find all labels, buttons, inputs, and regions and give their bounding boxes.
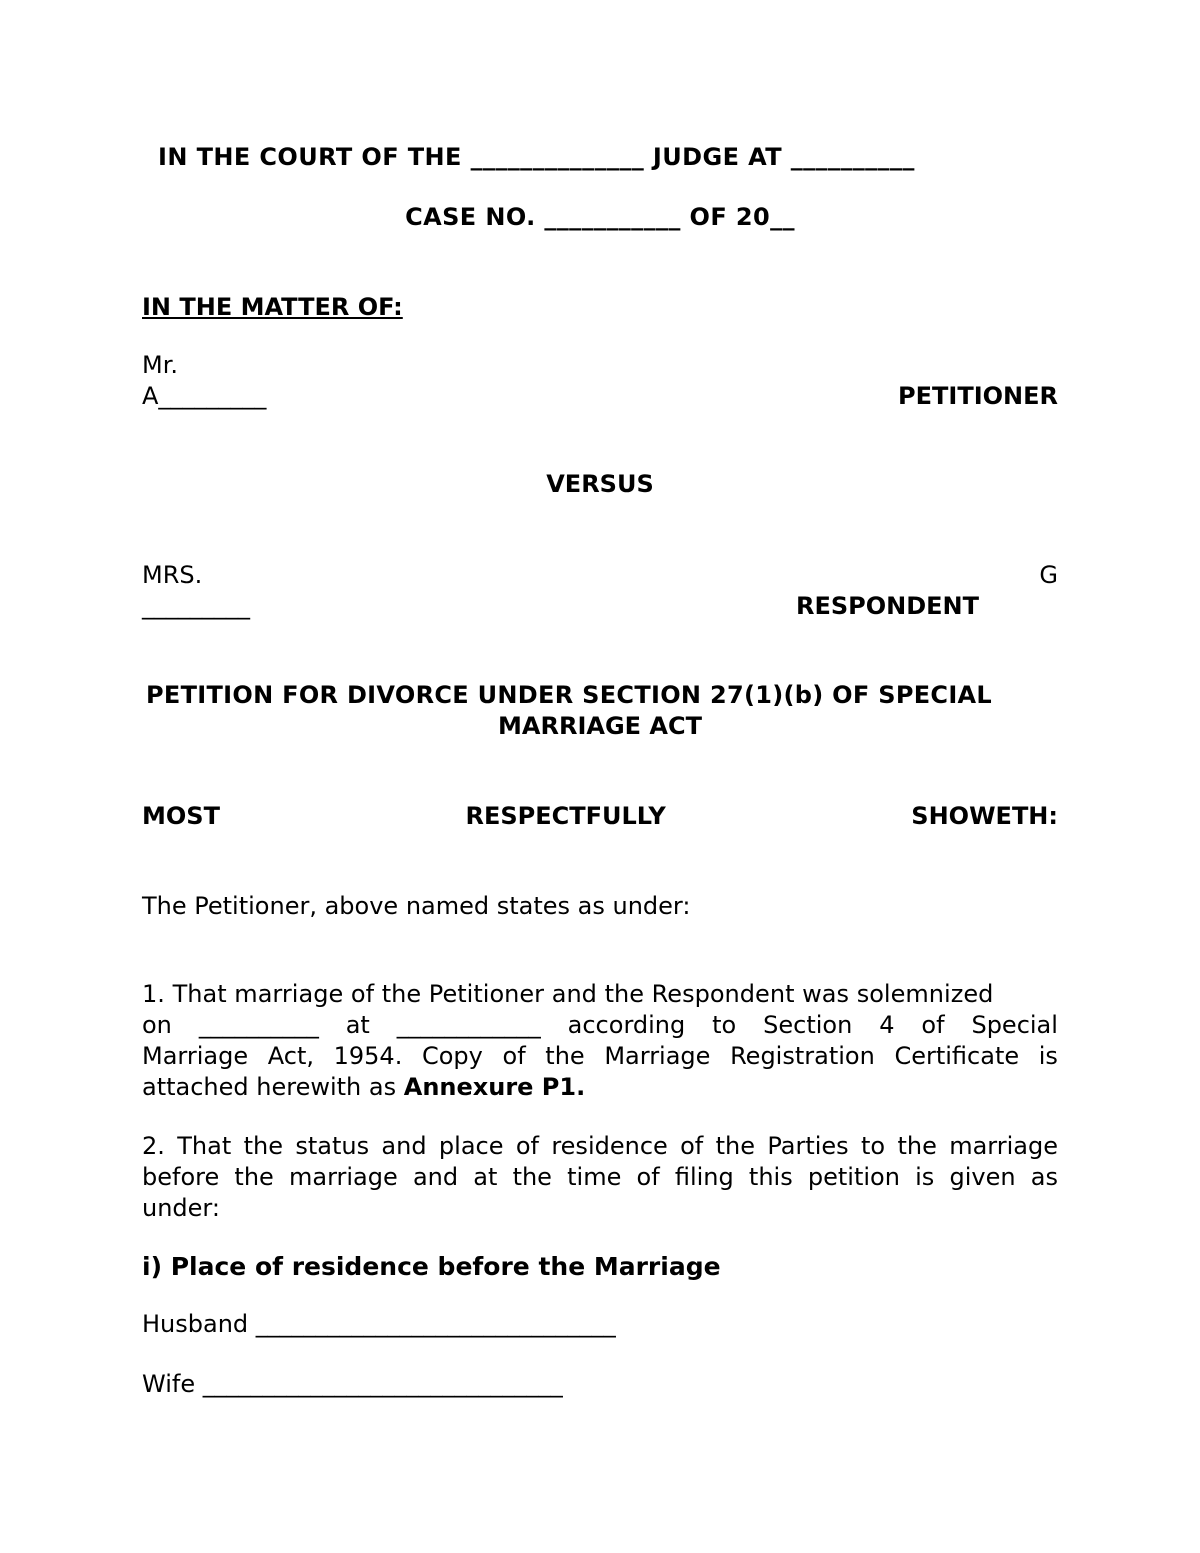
para1-word: according — [567, 1011, 686, 1039]
respondent-initial: G — [1039, 561, 1058, 589]
showeth-word-1: MOST — [142, 802, 220, 830]
para1-word: the — [545, 1042, 585, 1070]
wife-line — [142, 1369, 563, 1400]
para2-word: place — [438, 1132, 504, 1160]
para2-word: of — [515, 1132, 539, 1160]
paragraph-2 — [142, 1131, 1058, 1224]
showeth-word-3: SHOWETH: — [911, 802, 1058, 830]
respondent-prefix: MRS. — [142, 561, 203, 589]
annexure-label: Annexure P1. — [403, 1073, 586, 1101]
para1-word: Marriage — [142, 1042, 249, 1070]
petitioner-prefix: Mr. — [142, 351, 178, 379]
case-number-line: CASE NO. ___________ OF 20__ — [405, 203, 795, 231]
para2-word: That — [177, 1132, 232, 1160]
para2-word: Parties — [767, 1132, 849, 1160]
para2-word: of — [636, 1163, 660, 1191]
para2-word: time — [567, 1163, 622, 1191]
para2-word: 2. — [142, 1132, 165, 1160]
para2-word: is — [915, 1163, 935, 1191]
para2-word: before — [142, 1163, 220, 1191]
para1-word: to — [712, 1011, 737, 1039]
court-line: IN THE COURT OF THE ______________ JUDGE AT __________ — [158, 143, 915, 171]
husband-blank: ______________________________ — [255, 1310, 616, 1338]
para2-word: at — [473, 1163, 498, 1191]
para2-word: marriage — [288, 1163, 398, 1191]
para2-word: to — [861, 1132, 886, 1160]
para2-word: the — [512, 1163, 552, 1191]
para1-word: Section — [763, 1011, 853, 1039]
matter-heading: IN THE MATTER OF: — [142, 293, 403, 321]
para1-line2 — [142, 1010, 1058, 1041]
para2-line2 — [142, 1162, 1058, 1193]
para1-word: is — [1038, 1042, 1058, 1070]
residence-heading: i) Place of residence before the Marriage — [142, 1252, 721, 1281]
para1-word: of — [502, 1042, 526, 1070]
para1-line1: 1. That marriage of the Petitioner and the Respondent was solemnized — [142, 980, 994, 1008]
para2-word: marriage — [949, 1132, 1058, 1160]
petition-title-line2: MARRIAGE ACT — [498, 712, 702, 740]
paragraph-1 — [142, 979, 1058, 1103]
para1-line3 — [142, 1041, 1058, 1072]
petitioner-name: A_________ — [142, 382, 267, 410]
showeth-line — [142, 801, 1058, 832]
para2-word: as — [1030, 1163, 1058, 1191]
para1-word: 4 — [879, 1011, 895, 1039]
para1-word: at — [345, 1011, 370, 1039]
respondent-name: _________ — [142, 592, 250, 620]
petitioner-label: PETITIONER — [898, 382, 1058, 410]
husband-label: Husband — [142, 1310, 249, 1338]
showeth-word-2: RESPECTFULLY — [465, 802, 666, 830]
para1-word: Special — [971, 1011, 1058, 1039]
para2-line3: under: — [142, 1194, 220, 1222]
para1-word: Act, — [267, 1042, 314, 1070]
versus-label: VERSUS — [546, 470, 654, 498]
para1-line4 — [142, 1072, 1058, 1103]
para2-word: filing — [674, 1163, 734, 1191]
para2-word: the — [243, 1132, 283, 1160]
para1-word: on — [142, 1011, 172, 1039]
para1-line4-text: attached herewith as — [142, 1073, 404, 1101]
para2-word: petition — [807, 1163, 900, 1191]
para2-word: residence — [551, 1132, 668, 1160]
para2-word: the — [234, 1163, 274, 1191]
para2-word: of — [680, 1132, 704, 1160]
wife-label: Wife — [142, 1370, 196, 1398]
para1-word: Copy — [421, 1042, 483, 1070]
para1-word: of — [921, 1011, 945, 1039]
marriage-date-blank: __________ — [198, 1011, 319, 1039]
para1-word: Marriage — [604, 1042, 711, 1070]
para2-word: and — [381, 1132, 427, 1160]
para1-word: 1954. — [333, 1042, 403, 1070]
respondent-label: RESPONDENT — [796, 592, 980, 620]
para2-word: the — [715, 1132, 755, 1160]
husband-line — [142, 1309, 616, 1340]
petition-title-line1: PETITION FOR DIVORCE UNDER SECTION 27(1)(b) OF SPECIAL — [146, 681, 993, 709]
para2-word: the — [897, 1132, 937, 1160]
para1-word: Registration — [730, 1042, 875, 1070]
marriage-place-blank: ____________ — [396, 1011, 541, 1039]
para2-word: status — [295, 1132, 370, 1160]
para2-word: this — [748, 1163, 793, 1191]
intro-text: The Petitioner, above named states as under: — [142, 892, 691, 920]
para2-line1 — [142, 1131, 1058, 1162]
para2-word: and — [412, 1163, 459, 1191]
wife-blank: ______________________________ — [202, 1370, 563, 1398]
para1-word: Certificate — [894, 1042, 1020, 1070]
para2-word: given — [949, 1163, 1016, 1191]
